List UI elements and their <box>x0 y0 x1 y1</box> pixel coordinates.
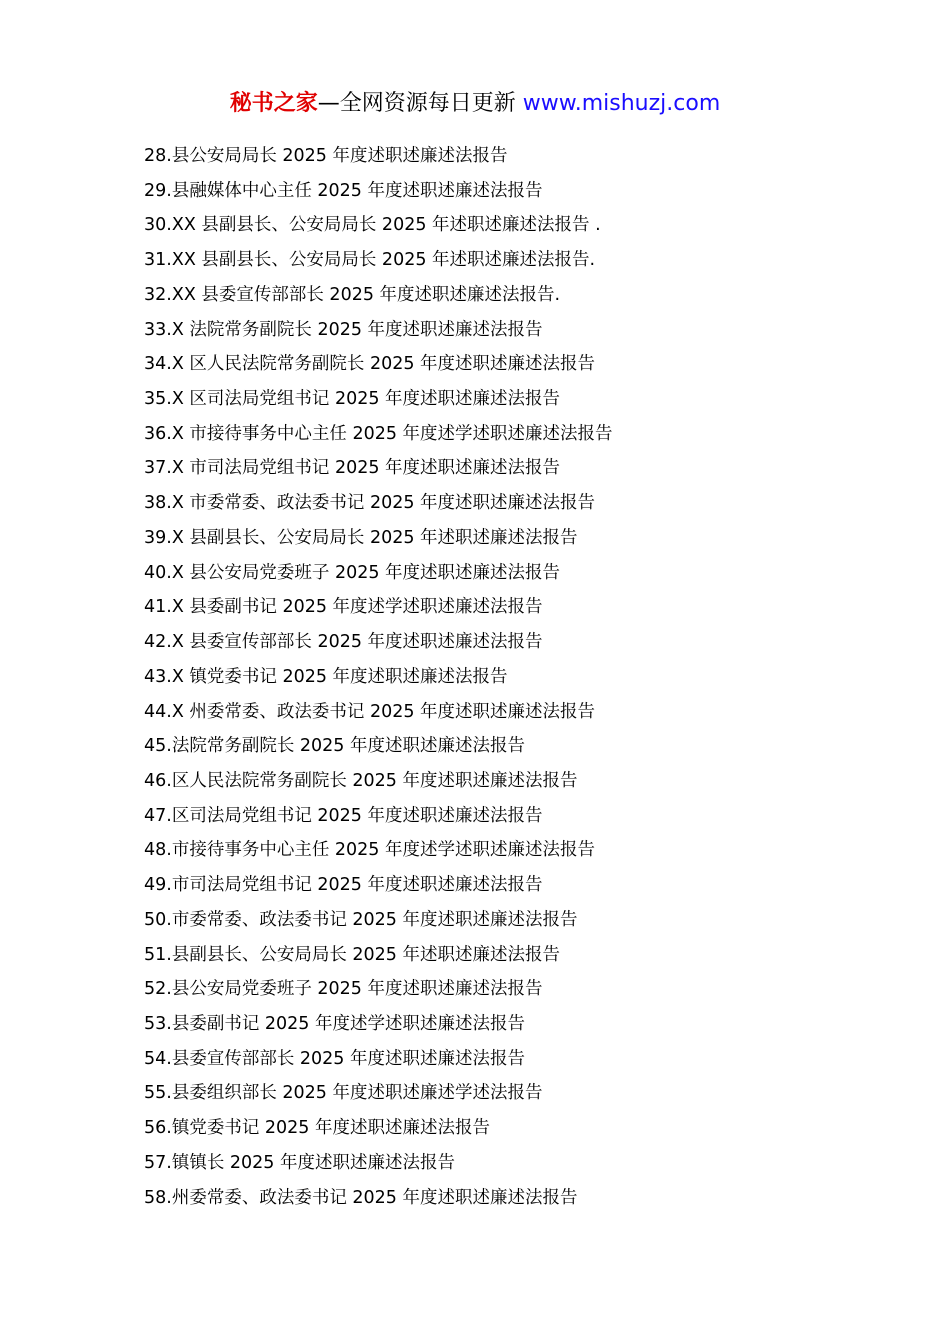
list-item: 52.县公安局党委班子 2025 年度述职述廉述法报告 <box>144 979 543 1000</box>
list-item: 47.区司法局党组书记 2025 年度述职述廉述法报告 <box>144 805 543 826</box>
list-item: 51.县副县长、公安局局长 2025 年述职述廉述法报告 <box>144 944 560 965</box>
list-item: 35.X 区司法局党组书记 2025 年度述职述廉述法报告 <box>144 389 561 410</box>
list-item: 37.X 市司法局党组书记 2025 年度述职述廉述法报告 <box>144 458 561 479</box>
list-item: 42.X 县委宣传部部长 2025 年度述职述廉述法报告 <box>144 632 543 653</box>
site-tagline: —全网资源每日更新 <box>317 91 523 116</box>
list-item: 46.区人民法院常务副院长 2025 年度述职述廉述法报告 <box>144 770 578 791</box>
list-item: 28.县公安局局长 2025 年度述职述廉述法报告 <box>144 146 508 166</box>
list-item: 48.市接待事务中心主任 2025 年度述学述职述廉述法报告 <box>144 840 595 861</box>
list-item: 53.县委副书记 2025 年度述学述职述廉述法报告 <box>144 1013 525 1034</box>
list-item: 45.法院常务副院长 2025 年度述职述廉述法报告 <box>144 736 525 757</box>
list-item: 49.市司法局党组书记 2025 年度述职述廉述法报告 <box>144 875 543 896</box>
list-item: 39.X 县副县长、公安局局长 2025 年述职述廉述法报告 <box>144 527 578 548</box>
page-header <box>0 88 950 120</box>
list-item: 58.州委常委、政法委书记 2025 年度述职述廉述法报告 <box>144 1187 578 1208</box>
list-item: 36.X 市接待事务中心主任 2025 年度述学述职述廉述法报告 <box>144 423 613 444</box>
document-list <box>144 139 904 1215</box>
list-item: 40.X 县公安局党委班子 2025 年度述职述廉述法报告 <box>144 562 561 583</box>
list-item: 54.县委宣传部部长 2025 年度述职述廉述法报告 <box>144 1048 525 1069</box>
list-item: 34.X 区人民法院常务副院长 2025 年度述职述廉述法报告 <box>144 354 596 375</box>
list-item: 43.X 镇党委书记 2025 年度述职述廉述法报告 <box>144 666 508 687</box>
list-item: 31.XX 县副县长、公安局局长 2025 年述职述廉述法报告. <box>144 250 596 271</box>
list-item: 41.X 县委副书记 2025 年度述学述职述廉述法报告 <box>144 597 543 618</box>
list-item: 57.镇镇长 2025 年度述职述廉述法报告 <box>144 1152 455 1173</box>
list-item: 44.X 州委常委、政法委书记 2025 年度述职述廉述法报告 <box>144 701 596 722</box>
list-item: 56.镇党委书记 2025 年度述职述廉述法报告 <box>144 1118 490 1139</box>
list-item: 38.X 市委常委、政法委书记 2025 年度述职述廉述法报告 <box>144 493 596 514</box>
site-brand: 秘书之家 <box>229 91 318 116</box>
list-item: 50.市委常委、政法委书记 2025 年度述职述廉述法报告 <box>144 909 578 930</box>
site-url-link[interactable]: www.mishuzj.com <box>522 91 721 116</box>
list-item: 33.X 法院常务副院长 2025 年度述职述廉述法报告 <box>144 319 543 340</box>
list-item: 30.XX 县副县长、公安局局长 2025 年述职述廉述法报告 . <box>144 215 601 236</box>
list-item: 29.县融媒体中心主任 2025 年度述职述廉述法报告 <box>144 180 543 201</box>
list-item: 55.县委组织部长 2025 年度述职述廉述学述法报告 <box>144 1083 543 1104</box>
list-item: 32.XX 县委宣传部部长 2025 年度述职述廉述法报告. <box>144 284 561 305</box>
